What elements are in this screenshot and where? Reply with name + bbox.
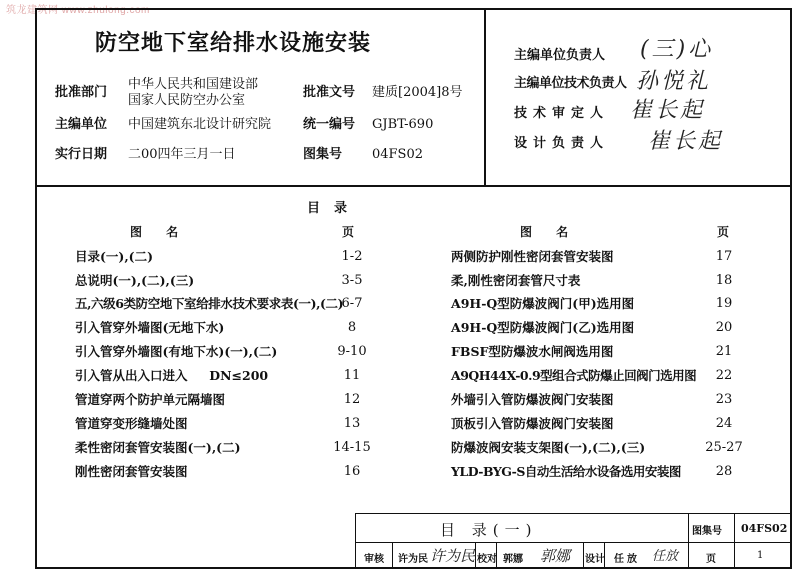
editor-value: 中国建筑东北设计研究院 <box>128 117 272 132</box>
approve-doc-label: 批准文号 <box>303 85 356 100</box>
title-block-atlas-divider <box>688 513 689 569</box>
sig-label-tech-chief: 主编单位技术负责人 <box>514 76 627 91</box>
title-block-mid <box>355 542 792 543</box>
tb-col-1 <box>392 542 393 569</box>
toc-left-col-name: 图 名 <box>130 225 189 239</box>
date-label: 实行日期 <box>55 147 108 162</box>
toc-page: 22 <box>715 368 733 383</box>
approve-dept-line2: 国家人民防空办公室 <box>128 93 246 108</box>
header-vertical-divider <box>484 8 486 186</box>
code-value: GJBT-690 <box>372 117 434 132</box>
toc-page: 23 <box>715 392 733 407</box>
toc-item[interactable]: FBSF型防爆波水闸阀选用图 <box>451 344 614 359</box>
title-block-review-label: 审核 <box>364 554 384 565</box>
title-block-check-signature: 郭娜 <box>540 547 571 565</box>
code-label: 统一编号 <box>303 117 356 132</box>
toc-item[interactable]: 防爆波阀安装支架图(一),(二),(三) <box>451 440 646 455</box>
toc-item[interactable]: 引入管穿外墙图(有地下水)(一),(二) <box>75 344 278 359</box>
toc-item[interactable]: 柔性密闭套管安装图(一),(二) <box>75 440 241 455</box>
toc-right-col-page: 页 <box>717 225 730 239</box>
title-block-review-signature: 许为民 <box>430 547 476 565</box>
toc-item[interactable]: 柔,刚性密闭套管尺寸表 <box>451 273 581 288</box>
signature-designer: 崔长起 <box>648 129 724 154</box>
toc-item[interactable]: 外墙引入管防爆波阀门安装图 <box>451 392 614 407</box>
title-block-review-name: 许为民 <box>398 554 428 565</box>
toc-page: 20 <box>715 320 733 335</box>
toc-item[interactable]: 管道穿两个防护单元隔墙图 <box>75 392 226 407</box>
toc-item[interactable]: 两侧防护刚性密闭套管安装图 <box>451 249 614 264</box>
title-block-top <box>355 513 792 514</box>
atlas-value: 04FS02 <box>372 147 424 162</box>
toc-page: 13 <box>343 416 361 431</box>
toc-right-col-name: 图 名 <box>520 225 579 239</box>
toc-page: 8 <box>347 320 357 335</box>
document-title: 防空地下室给排水设施安装 <box>95 30 372 56</box>
toc-page: 25-27 <box>705 440 743 455</box>
title-block-design-label: 设计 <box>585 554 605 565</box>
toc-page: 6-7 <box>341 296 363 311</box>
toc-page: 24 <box>715 416 733 431</box>
toc-page: 19 <box>715 296 733 311</box>
tb-col-2 <box>475 542 476 569</box>
toc-page: 11 <box>343 368 361 383</box>
toc-left-col-page: 页 <box>342 225 355 239</box>
signature-reviewer: 崔长起 <box>630 98 706 123</box>
toc-page: 28 <box>715 464 733 479</box>
toc-item[interactable]: 引入管穿外墙图(无地下水) <box>75 320 225 335</box>
toc-page: 17 <box>715 249 733 264</box>
title-block-design-signature: 任放 <box>652 549 679 564</box>
title-block-check-name: 郭娜 <box>503 554 523 565</box>
toc-item[interactable]: A9H-Q型防爆波阀门(甲)选用图 <box>451 296 635 311</box>
toc-item[interactable]: 引入管从出入口进入 DN≤200 <box>75 368 269 383</box>
title-block-drawing-title: 目 录(一) <box>440 521 538 539</box>
toc-page: 14-15 <box>333 440 371 455</box>
sig-label-reviewer: 技术审定人 <box>514 106 610 121</box>
toc-item[interactable]: 顶板引入管防爆波阀门安装图 <box>451 416 614 431</box>
header-divider <box>35 185 792 187</box>
toc-item[interactable]: 五,六级6类防空地下室给排水技术要求表(一),(二) <box>75 296 344 311</box>
toc-page: 21 <box>715 344 733 359</box>
sig-label-chief: 主编单位负责人 <box>514 48 606 63</box>
toc-item[interactable]: 刚性密闭套管安装图 <box>75 464 188 479</box>
toc-item[interactable]: 管道穿变形缝墙处图 <box>75 416 188 431</box>
toc-page: 12 <box>343 392 361 407</box>
toc-item[interactable]: 总说明(一),(二),(三) <box>75 273 195 288</box>
approve-doc-value: 建质[2004]8号 <box>372 85 463 100</box>
title-block-atlas-value: 04FS02 <box>741 522 788 535</box>
tb-col-4 <box>583 542 584 569</box>
toc-item[interactable]: A9QH44X-0.9型组合式防爆止回阀门选用图 <box>451 368 697 383</box>
title-block-left <box>355 513 356 569</box>
toc-item[interactable]: 目录(一),(二) <box>75 249 154 264</box>
toc-page: 9-10 <box>337 344 367 359</box>
toc-page: 18 <box>715 273 733 288</box>
date-value: 二00四年三月一日 <box>128 147 236 162</box>
toc-title: 目录 <box>307 201 362 216</box>
title-block-page-value: 1 <box>757 550 764 561</box>
sig-label-designer: 设计负责人 <box>514 136 610 151</box>
toc-item[interactable]: A9H-Q型防爆波阀门(乙)选用图 <box>451 320 635 335</box>
watermark: 筑龙建筑网 www.zhulong.com <box>6 5 150 16</box>
title-block-design-name: 任放 <box>614 554 640 565</box>
toc-item[interactable]: YLD-BYG-S自动生活给水设备选用安装图 <box>451 464 681 479</box>
signature-chief: (三)心 <box>640 37 714 62</box>
editor-label: 主编单位 <box>55 117 108 132</box>
approve-dept-label: 批准部门 <box>55 85 108 100</box>
title-block-check-label: 校对 <box>477 554 497 565</box>
signature-tech-chief: 孙悦礼 <box>636 69 712 94</box>
title-block-atlas-value-divider <box>734 513 735 569</box>
title-block-atlas-label: 图集号 <box>692 526 722 537</box>
title-block-page-label: 页 <box>706 554 716 565</box>
approve-dept-line1: 中华人民共和国建设部 <box>128 77 259 92</box>
toc-page: 16 <box>343 464 361 479</box>
toc-page: 1-2 <box>341 249 363 264</box>
atlas-label: 图集号 <box>303 147 343 162</box>
toc-page: 3-5 <box>341 273 363 288</box>
